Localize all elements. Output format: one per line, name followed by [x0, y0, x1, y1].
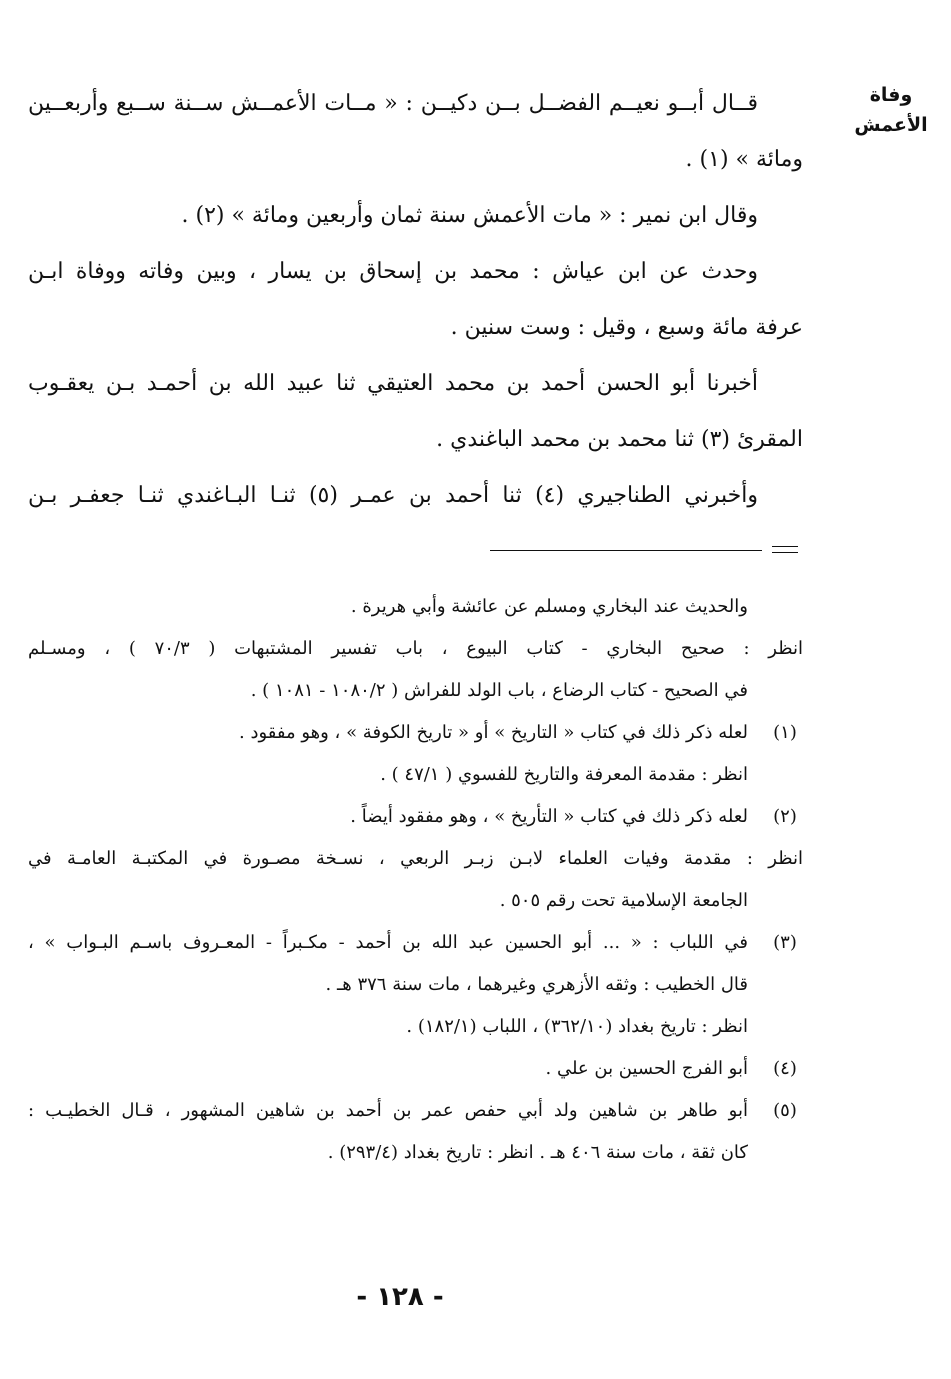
footnote-text: في اللباب : « ... أبو الحسين عبد الله بن أحمد - مكـبراً - المعـروف باسـم البـواب » ،	[28, 932, 748, 953]
footnote-line	[28, 628, 803, 670]
text-line: عرفة مائة وسبع ، وقيل : وست سنين .	[450, 315, 803, 340]
footnote-line	[28, 754, 803, 796]
footnote-text: انظر : تاريخ بغداد (٣٦٢/١٠) ، اللباب (١٨٢/١) .	[406, 1016, 748, 1037]
footnote-text: والحديث عند البخاري ومسلم عن عائشة وأبي هريرة .	[350, 596, 748, 617]
footnote-text: الجامعة الإسلامية تحت رقم ٥٠٥ .	[499, 890, 748, 911]
text-line: وحدث عن ابن عياش : محمد بن إسحاق بن يسار ، وبين وفاته ووفاة ابـن	[28, 259, 758, 284]
footnote-line	[28, 838, 803, 880]
footnote-text: في الصحيح - كتاب الرضاع ، باب الولد للفراش ( ١٠٨٠/٢ - ١٠٨١ ) .	[250, 680, 748, 701]
footnote-line	[28, 964, 803, 1006]
footnote-text: انظر : صحيح البخاري - كتاب البيوع ، باب تفسير المشتبهات ( ٧٠/٣ ) ، ومسـلم	[28, 638, 803, 659]
text-line: ومائة » (١) .	[685, 147, 803, 172]
footnote-text: انظر : مقدمة المعرفة والتاريخ للفسوي ( ٤٧/١ ) .	[380, 764, 748, 785]
margin-heading-line-1: وفاة	[869, 84, 913, 106]
footnote-line	[28, 1090, 803, 1132]
page-number: - ١٢٨ -	[356, 1282, 444, 1312]
separator-line	[490, 550, 762, 551]
footnote-line	[28, 1006, 803, 1048]
footnote-number: (٣)	[773, 932, 797, 953]
footnote-text: قال الخطيب : وثقه الأزهري وغيرهما ، مات سنة ٣٧٦ هـ .	[325, 974, 748, 995]
text-line: المقرئ (٣) ثنا محمد بن محمد الباغندي .	[436, 427, 803, 452]
main-text	[28, 80, 803, 528]
footnote-text: انظر : مقدمة وفيات العلماء لابـن زبـر الربعي ، نسـخة مصـورة في المكتبـة العامـة في	[28, 848, 803, 869]
footnote-number: (٥)	[773, 1100, 797, 1121]
text-line: أخبرنا أبو الحسن أحمد بن محمد العتيقي ثنا عبيد الله بن أحمـد بـن يعقـوب	[28, 371, 758, 396]
footnote-line	[28, 922, 803, 964]
footnote-line	[28, 586, 803, 628]
footnote-text: لعله ذكر ذلك في كتاب « التأريخ » ، وهو مفقود أيضاً .	[350, 806, 748, 827]
footnote-text: أبو الفرج الحسين بن علي .	[545, 1058, 748, 1079]
footnote-text: لعله ذكر ذلك في كتاب « التاريخ » أو « تاريخ الكوفة » ، وهو مفقود .	[239, 722, 748, 743]
text-line: وقال ابن نمير : « مات الأعمش سنة ثمان وأربعين ومائة » (٢) .	[181, 203, 758, 228]
footnote-line	[28, 712, 803, 754]
footnotes	[28, 586, 803, 1174]
footnote-number: (٢)	[773, 806, 797, 827]
margin-heading	[851, 80, 931, 140]
footnote-text: أبو طاهر بن شاهين ولد أبي حفص عمر بن أحمد بن شاهين المشهور ، قـال الخطيـب :	[28, 1100, 748, 1121]
footnote-separator	[490, 546, 800, 570]
text-line: قــال أبــو نعيــم الفضــل بــن دكيــن : « مــات الأعمــش ســنة ســبع وأربعــين	[28, 91, 758, 116]
footnote-line	[28, 1132, 803, 1174]
margin-heading-line-2: الأعمش	[854, 114, 928, 136]
footnote-line	[28, 796, 803, 838]
footnote-text: كان ثقة ، مات سنة ٤٠٦ هـ . انظر : تاريخ بغداد (٢٩٣/٤) .	[327, 1142, 748, 1163]
text-line: وأخبرني الطناجيري (٤) ثنا أحمد بن عمـر (٥) ثنـا البـاغندي ثنـا جعفـر بـن	[28, 483, 759, 508]
footnote-line	[28, 670, 803, 712]
continuation-mark	[772, 546, 798, 553]
footnote-line	[28, 1048, 803, 1090]
footnote-number: (١)	[773, 722, 797, 743]
footnote-number: (٤)	[773, 1058, 797, 1079]
footnote-line	[28, 880, 803, 922]
